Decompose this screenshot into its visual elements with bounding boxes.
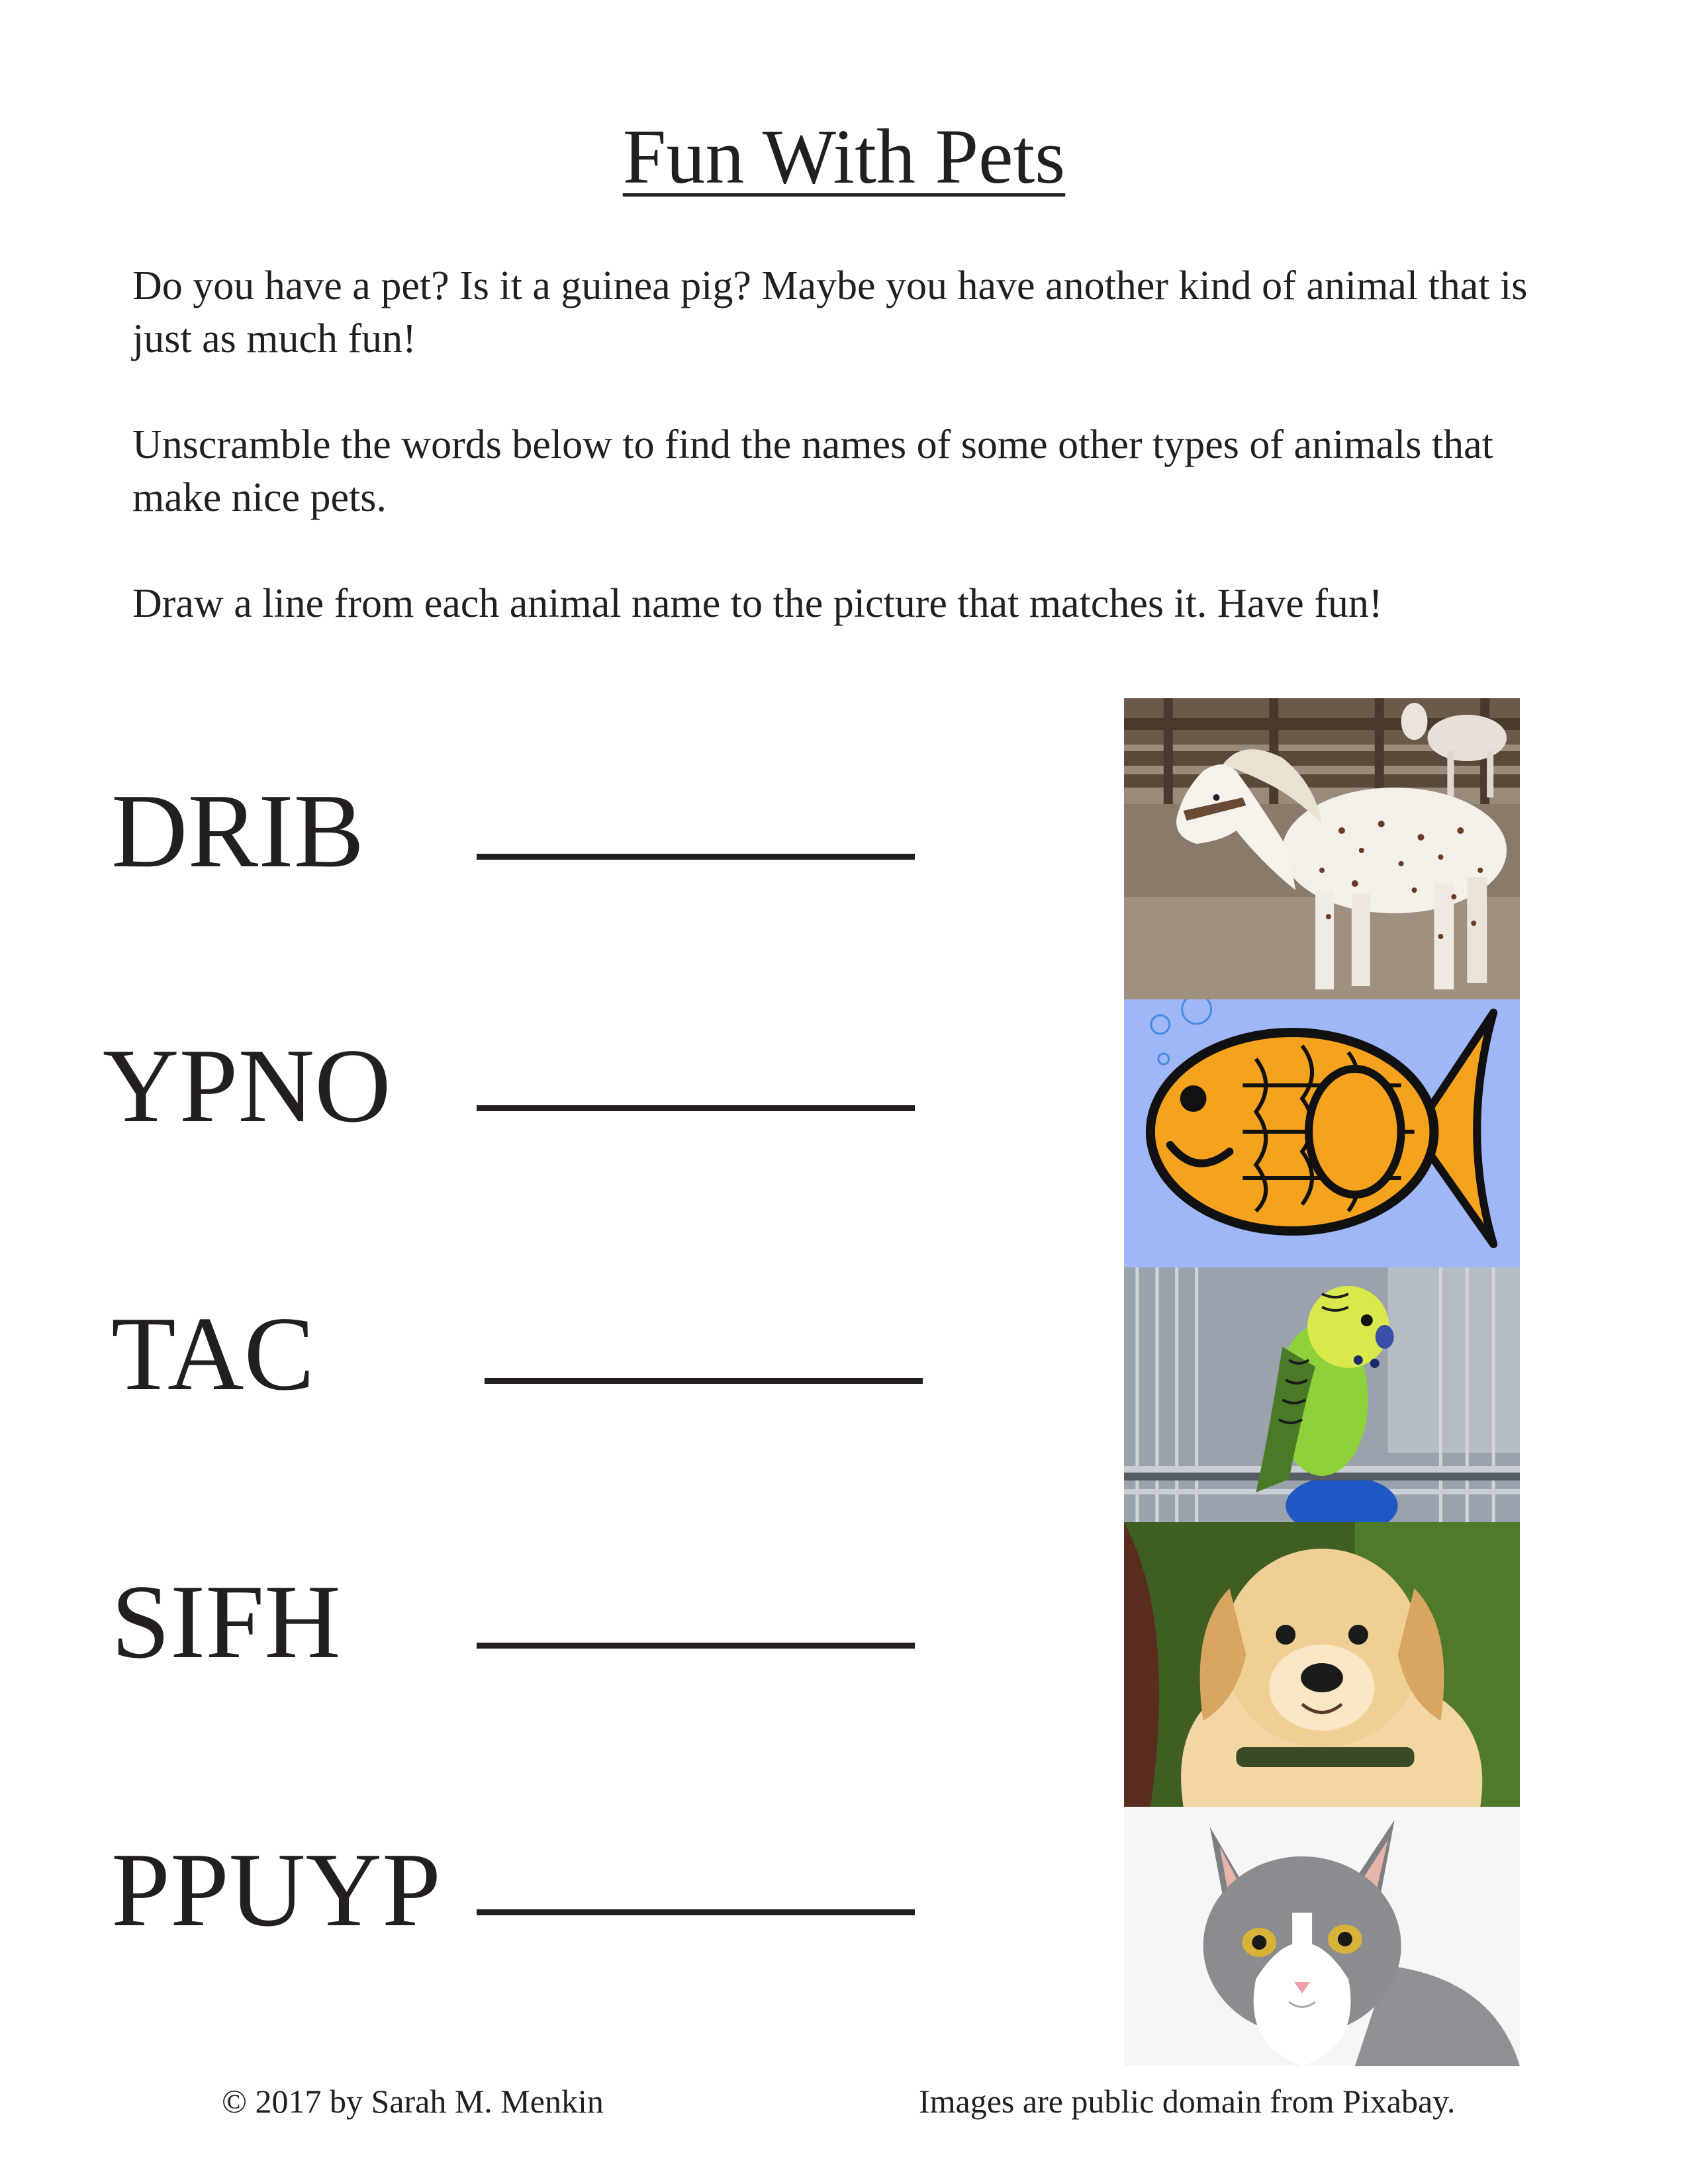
scrambled-word-tac: TAC — [111, 1295, 315, 1412]
answer-blank-2[interactable] — [477, 1105, 915, 1111]
answer-blank-5[interactable] — [477, 1909, 915, 1915]
answer-blank-3[interactable] — [485, 1378, 923, 1384]
puppy-image — [1124, 1522, 1520, 1807]
answer-blank-4[interactable] — [477, 1643, 915, 1649]
cat-image — [1124, 1807, 1520, 2066]
pony-image — [1124, 698, 1520, 999]
scrambled-word-ppuyp: PPUYP — [111, 1831, 442, 1948]
matching-instructions: Draw a line from each animal name to the picture that matches it. Have fun! — [132, 581, 1383, 626]
goldfish-image — [1124, 999, 1520, 1267]
scrambled-word-drib: DRIB — [111, 772, 365, 889]
image-credit: Images are public domain from Pixabay. — [919, 2083, 1456, 2120]
instructions-paragraph: Unscramble the words below to find the names of some other types of animals that make nice pets. — [132, 422, 1493, 520]
budgie-image — [1124, 1267, 1520, 1522]
copyright-notice: © 2017 by Sarah M. Menkin — [222, 2083, 604, 2120]
page-title: Fun With Pets — [622, 113, 1066, 200]
intro-paragraph: Do you have a pet? Is it a guinea pig? Maybe you have another kind of animal that is just as much fun! — [132, 263, 1528, 361]
answer-blank-1[interactable] — [477, 854, 915, 860]
scrambled-word-sifh: SIFH — [111, 1563, 341, 1680]
scrambled-word-ypno: YPNO — [103, 1026, 391, 1144]
